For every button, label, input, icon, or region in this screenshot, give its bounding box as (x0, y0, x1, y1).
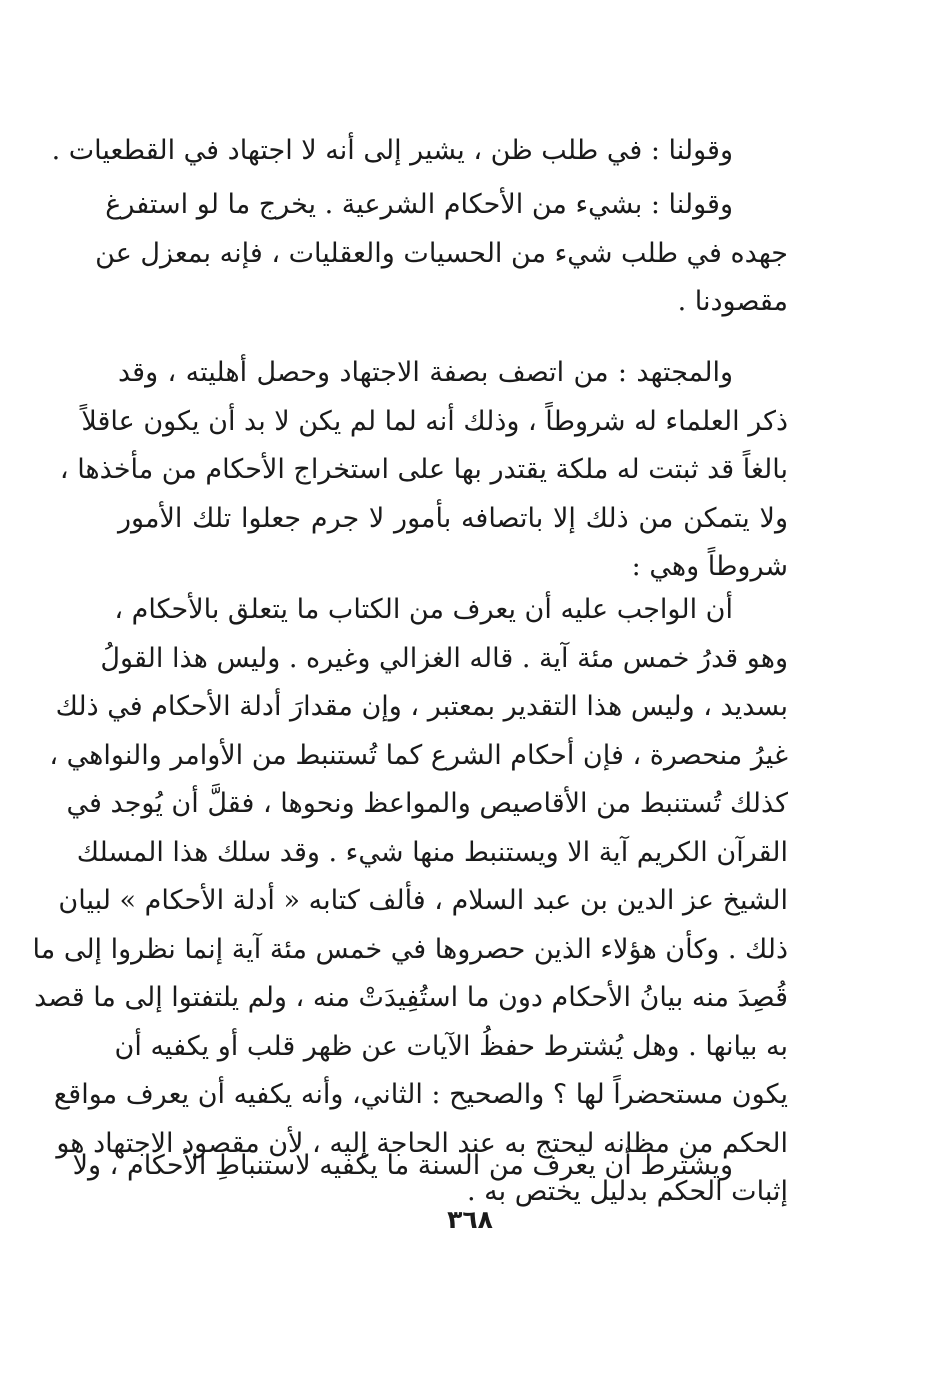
page-number: ٣٦٨ (447, 1205, 493, 1234)
paragraph-4-line-11: يكون مستحضراً لها ؟ والصحيح : الثاني، وأنه يكفيه أن يعرف مواقع (53, 1079, 788, 1110)
paragraph-3-line-2: ذكر العلماء له شروطاً ، وذلك أنه لما لم يكن لا بد أن يكون عاقلاً (81, 405, 788, 437)
paragraph-4 (32, 586, 788, 1217)
paragraph-4-line-10: به بيانها . وهل يُشترط حفظُ الآيات عن ظهر قلب أو يكفيه أن (114, 1030, 788, 1062)
paragraph-1-line-1: وقولنا : في طلب ظن ، يشير إلى أنه لا اجتهاد في القطعيات . (51, 135, 733, 166)
paragraph-4-line-2: وهو قدرُ خمس مئة آية . قاله الغزالي وغيره . وليس هذا القولُ (100, 642, 788, 674)
paragraph-3-line-4: ولا يتمكن من ذلك إلا باتصافه بأمور لا جرم جعلوا تلك الأمور (118, 502, 788, 534)
paragraph-1 (51, 127, 788, 176)
paragraph-4-line-4: غيرُ منحصرة ، فإن أحكام الشرع كما تُستنبط من الأوامر والنواهي ، (49, 739, 788, 771)
paragraph-2-line-1: وقولنا : بشيء من الأحكام الشرعية . يخرج ما لو استفرغ (105, 189, 733, 220)
paragraph-4-line-9: قُصِدَ منه بيانُ الأحكام دون ما استُفِيدَتْ منه ، ولم يلتفتوا إلى ما قصد (34, 982, 788, 1013)
paragraph-4-line-1: أن الواجب عليه أن يعرف من الكتاب ما يتعلق بالأحكام ، (114, 594, 733, 625)
paragraph-5-line-1: ويشترط أن يعرف من السنة ما يكفيه لاستنباطِ الأحكام ، ولا (72, 1150, 733, 1181)
paragraph-2 (95, 181, 788, 327)
paragraph-4-line-7: الشيخ عز الدين بن عبد السلام ، فألف كتابه « أدلة الأحكام » لبيان (58, 885, 788, 916)
paragraph-4-line-6: القرآن الكريم آية الا ويستنبط منها شيء . وقد سلك هذا المسلك (76, 836, 788, 868)
paragraph-3-line-3: بالغاً قد ثبتت له ملكة يقتدر بها على استخراج الأحكام من مأخذها ، (59, 454, 788, 485)
paragraph-4-line-3: بسديد ، وليس هذا التقدير بمعتبر ، وإن مقدارَ أدلة الأحكام في ذلك (55, 691, 788, 722)
paragraph-3-line-5: شروطاً وهي : (631, 551, 788, 582)
paragraph-4-line-12: الحكم من مظانه ليحتج به عند الحاجة إليه ، لأن مقصود الاجتهاد هو (56, 1127, 788, 1159)
paragraph-4-line-8: ذلك . وكأن هؤلاء الذين حصروها في خمس مئة آية إنما نظروا إلى ما (32, 933, 788, 965)
paragraph-3 (59, 349, 788, 592)
paragraph-2-line-2: جهده في طلب شيء من الحسيات والعقليات ، فإنه بمعزل عن (95, 237, 788, 269)
paragraph-2-line-3: مقصودنا . (677, 286, 788, 317)
paragraph-4-line-5: كذلك تُستنبط من الأقاصيص والمواعظ ونحوها ، فقلَّ أن يُوجد في (66, 788, 788, 819)
paragraph-3-line-1: والمجتهد : من اتصف بصفة الاجتهاد وحصل أهليته ، وقد (118, 357, 733, 388)
paragraph-4-line-13: إثبات الحكم بدليل يختص به . (466, 1176, 788, 1207)
